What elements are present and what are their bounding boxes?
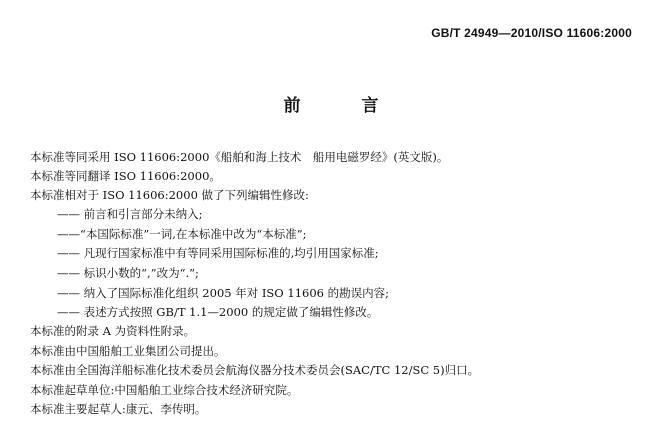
list-item-modification: —— 表述方式按照 GB/T 1.1—2000 的规定做了编辑性修改。: [57, 305, 379, 319]
paragraph-proposer: 本标准由中国船舶工业集团公司提出。: [30, 344, 226, 358]
standard-code: GB/T 24949—2010/ISO 11606:2000: [431, 26, 632, 40]
paragraph-drafters: 本标准主要起草人:康元、李传明。: [30, 402, 207, 416]
paragraph-committee: 本标准由全国海洋船标准化技术委员会航海仪器分技术委员会(SAC/TC 12/SC 5)归口。: [30, 363, 480, 377]
list-item-modification: ——“本国际标准”一词,在本标准中改为“本标准”;: [57, 227, 307, 241]
list-item-modification: —— 凡现行国家标准中有等同采用国际标准的,均引用国家标准;: [57, 246, 379, 260]
paragraph-appendix: 本标准的附录 A 为资料性附录。: [30, 324, 196, 338]
list-item-modification: —— 纳入了国际标准化组织 2005 年对 ISO 11606 的勘误内容;: [57, 286, 390, 300]
paragraph-adoption: 本标准等同采用 ISO 11606:2000《船舶和海上技术 船用电磁罗经》(英文版)。: [30, 150, 449, 164]
paragraph-modifications-intro: 本标准相对于 ISO 11606:2000 做了下列编辑性修改:: [30, 188, 309, 202]
paragraph-drafting-unit: 本标准起草单位:中国船舶工业综合技术经济研究院。: [30, 383, 299, 397]
list-item-modification: —— 标识小数的“,”改为“.”;: [57, 266, 199, 280]
list-item-modification: —— 前言和引言部分未纳入;: [57, 207, 203, 221]
page-title: 前 言: [283, 96, 401, 116]
paragraph-translation: 本标准等同翻译 ISO 11606:2000。: [30, 169, 221, 183]
